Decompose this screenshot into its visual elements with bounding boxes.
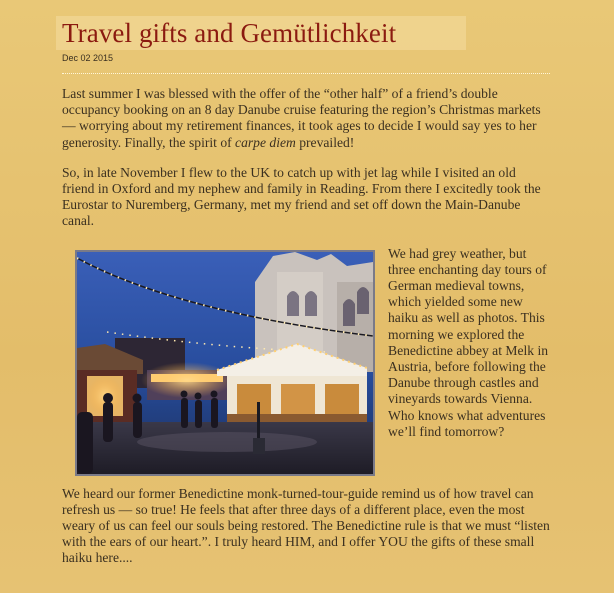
paragraph-3: We had grey weather, but three enchanting day tours of German medieval towns, which yielded some new haiku as well as photos. This morning we explored the Benedictine abbey at Melk in Austria, before following the Danube through castles and vineyards towards Vienna. Who knows what adventures we’ll find tomorrow? bbox=[388, 245, 549, 439]
blog-post bbox=[62, 0, 550, 567]
paragraph-1 bbox=[62, 86, 550, 151]
figure-block bbox=[62, 246, 550, 482]
christmas-market-photo[interactable] bbox=[75, 250, 375, 476]
paragraph-1-end: prevailed! bbox=[295, 134, 355, 150]
carpe-diem-text: carpe diem bbox=[235, 134, 296, 150]
post-body bbox=[62, 86, 550, 567]
paragraph-2: So, in late November I flew to the UK to catch up with jet lag while I visited an old friend in Oxford and my nephew and family in Reading. From there I excitedly took the Eurostar to Nuremberg, Germany, met my friend and set off down the Main-Danube canal. bbox=[62, 164, 541, 229]
paragraph-4: We heard our former Benedictine monk-turned-tour-guide remind us of how travel can refresh us — so true! He feels that after three days of a different place, even the most weary of us can feel our souls being restored. The Benedictine rule is that we must “listen with the ears of our heart.”. I truly heard HIM, and I offer YOU the gifts of these small haiku here.... bbox=[62, 485, 550, 566]
post-date: Dec 02 2015 bbox=[62, 53, 114, 63]
paragraph-1-text: Last summer I was blessed with the offer of the “other half” of a friend’s double occupancy booking on an 8 day Danube cruise featuring the region’s Christmas markets — worrying about my retirement finances, it took ages to decide I would say yes to her generosity. Finally, the spirit of bbox=[62, 86, 541, 150]
title-divider bbox=[62, 73, 550, 74]
post-title[interactable]: Travel gifts and Gemütlichkeit bbox=[62, 18, 397, 48]
